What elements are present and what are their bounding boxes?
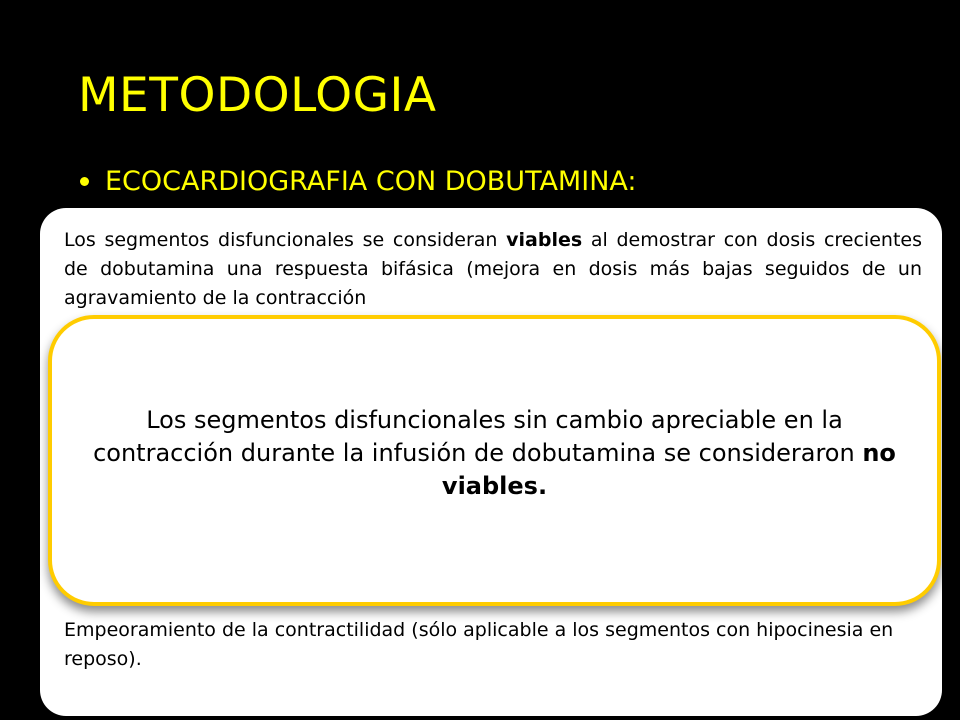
front-text-panel: [48, 315, 941, 606]
bullet-label: ECOCARDIOGRAFIA CON DOBUTAMINA:: [105, 166, 637, 197]
non-viable-definition-text: [85, 404, 905, 503]
viable-definition-end: al demostrar con dosis crecientes de dobutamina una respuesta bifásica (mejora en dosis más bajas seguidos de un agravamiento de la contracción: [64, 229, 922, 309]
viable-definition-start: Los segmentos disfuncionales se consideran: [64, 229, 507, 251]
viable-definition-text: [64, 226, 922, 314]
non-viable-emphasis: no viables.: [441, 439, 896, 500]
non-viable-definition-start: Los segmentos disfuncionales sin cambio apreciable en la contracción durante la infusión de dobutamina se consideraron: [93, 406, 863, 467]
viable-emphasis: viables: [506, 229, 583, 251]
slide-title: METODOLOGIA: [78, 68, 437, 123]
contractility-text: Empeoramiento de la contractilidad (sólo aplicable a los segmentos con hipocinesia en reposo).: [64, 619, 894, 670]
bullet-dot-icon: [80, 177, 89, 186]
bullet-item: [80, 168, 636, 195]
